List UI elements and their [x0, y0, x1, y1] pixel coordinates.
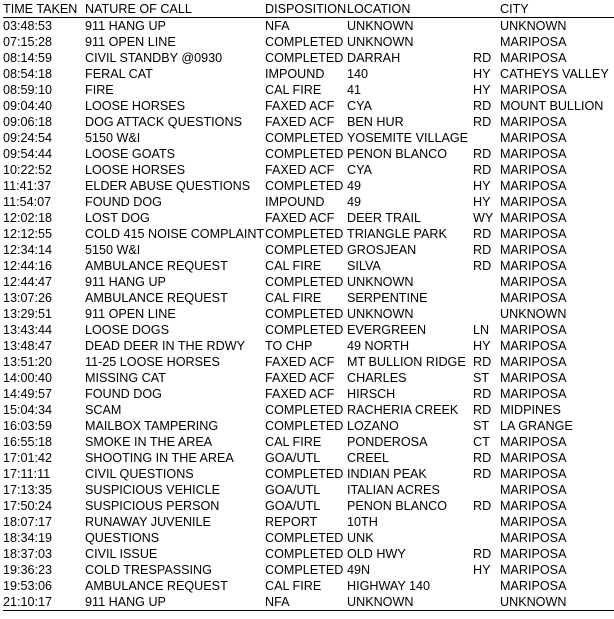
time-cell: 03:48:53 [3, 19, 53, 33]
table-row [3, 530, 614, 546]
nature-cell: FERAL CAT [85, 67, 153, 81]
disposition-cell: COMPLETED [265, 419, 344, 433]
location-cell: CYA [347, 163, 372, 177]
nature-cell: SUSPICIOUS VEHICLE [85, 483, 221, 497]
location-cell: 140 [347, 67, 369, 81]
table-row [3, 34, 614, 50]
city-cell: UNKNOWN [500, 19, 567, 33]
nature-cell: COLD 415 NOISE COMPLAINT [85, 227, 265, 241]
street-suffix-cell: HY [473, 195, 491, 209]
street-suffix-cell: RD [473, 451, 492, 465]
table-row [3, 402, 614, 418]
table-body [3, 18, 614, 611]
table-row [3, 418, 614, 434]
location-cell: UNKNOWN [347, 19, 414, 33]
nature-cell: SHOOTING IN THE AREA [85, 451, 234, 465]
nature-cell: CIVIL STANDBY @0930 [85, 51, 223, 65]
city-cell: MARIPOSA [500, 51, 567, 65]
street-suffix-cell: RD [473, 147, 492, 161]
city-cell: MARIPOSA [500, 467, 567, 481]
street-suffix-cell: RD [473, 547, 492, 561]
time-cell: 13:51:20 [3, 355, 53, 369]
nature-cell: MISSING CAT [85, 371, 166, 385]
nature-cell: CIVIL ISSUE [85, 547, 158, 561]
street-suffix-cell: RD [473, 499, 492, 513]
disposition-cell: COMPLETED [265, 467, 344, 481]
time-cell: 16:03:59 [3, 419, 53, 433]
city-cell: MARIPOSA [500, 531, 567, 545]
time-cell: 09:54:44 [3, 147, 53, 161]
street-suffix-cell: RD [473, 387, 492, 401]
table-row [3, 514, 614, 530]
location-cell: SERPENTINE [347, 291, 428, 305]
time-cell: 11:54:07 [3, 195, 52, 209]
street-suffix-cell: RD [473, 259, 492, 273]
nature-cell: AMBULANCE REQUEST [85, 259, 228, 273]
location-cell: PONDEROSA [347, 435, 428, 449]
table-row [3, 146, 614, 162]
time-cell: 12:34:14 [3, 243, 53, 257]
street-suffix-cell: HY [473, 339, 491, 353]
table-row [3, 130, 614, 146]
disposition-cell: IMPOUND [265, 67, 325, 81]
street-suffix-cell: RD [473, 227, 492, 241]
time-cell: 09:04:40 [3, 99, 53, 113]
city-cell: MARIPOSA [500, 195, 567, 209]
disposition-cell: FAXED ACF [265, 355, 335, 369]
table-row [3, 242, 614, 258]
location-cell: GROSJEAN [347, 243, 417, 257]
city-cell: MARIPOSA [500, 131, 567, 145]
street-suffix-cell: HY [473, 83, 491, 97]
nature-cell: SUSPICIOUS PERSON [85, 499, 220, 513]
table-row [3, 354, 614, 370]
city-cell: LA GRANGE [500, 419, 573, 433]
location-cell: UNKNOWN [347, 595, 414, 609]
disposition-cell: COMPLETED [265, 51, 344, 65]
disposition-cell: TO CHP [265, 339, 313, 353]
disposition-cell: COMPLETED [265, 563, 344, 577]
location-cell: CHARLES [347, 371, 407, 385]
location-cell: UNKNOWN [347, 275, 414, 289]
time-cell: 13:48:47 [3, 339, 53, 353]
nature-cell: 5150 W&I [85, 131, 141, 145]
location-cell: RACHERIA CREEK [347, 403, 459, 417]
nature-cell: 911 HANG UP [85, 595, 166, 609]
city-cell: MARIPOSA [500, 499, 567, 513]
table-row [3, 578, 614, 594]
city-cell: MARIPOSA [500, 147, 567, 161]
table-row [3, 258, 614, 274]
location-cell: OLD HWY [347, 547, 406, 561]
time-cell: 12:12:55 [3, 227, 53, 241]
time-cell: 09:24:54 [3, 131, 53, 145]
time-cell: 11:41:37 [3, 179, 52, 193]
street-suffix-cell: RD [473, 99, 492, 113]
location-cell: DARRAH [347, 51, 401, 65]
table-row [3, 386, 614, 402]
table-row [3, 338, 614, 354]
nature-cell: MAILBOX TAMPERING [85, 419, 219, 433]
street-suffix-cell: RD [473, 163, 492, 177]
table-row [3, 194, 614, 210]
disposition-cell: COMPLETED [265, 227, 344, 241]
city-cell: MARIPOSA [500, 163, 567, 177]
disposition-cell: FAXED ACF [265, 99, 335, 113]
disposition-cell: GOA/UTL [265, 499, 321, 513]
table-row [3, 594, 614, 611]
city-cell: MARIPOSA [500, 579, 567, 593]
location-cell: SILVA [347, 259, 381, 273]
time-cell: 18:07:17 [3, 515, 53, 529]
street-suffix-cell: ST [473, 371, 490, 385]
location-cell: 49 [347, 179, 362, 193]
city-cell: UNKNOWN [500, 307, 567, 321]
table-row [3, 466, 614, 482]
location-cell: 10TH [347, 515, 378, 529]
time-cell: 12:44:16 [3, 259, 53, 273]
nature-cell: FIRE [85, 83, 114, 97]
time-cell: 14:00:40 [3, 371, 53, 385]
city-cell: MOUNT BULLION [500, 99, 604, 113]
nature-cell: RUNAWAY JUVENILE [85, 515, 211, 529]
nature-cell: AMBULANCE REQUEST [85, 291, 228, 305]
nature-cell: ELDER ABUSE QUESTIONS [85, 179, 251, 193]
city-cell: MARIPOSA [500, 227, 567, 241]
disposition-cell: FAXED ACF [265, 163, 335, 177]
time-header: TIME TAKEN [3, 2, 78, 16]
time-cell: 10:22:52 [3, 163, 53, 177]
nature-cell: LOOSE HORSES [85, 163, 186, 177]
city-cell: MARIPOSA [500, 179, 567, 193]
nature-cell: SCAM [85, 403, 122, 417]
nature-cell: LOOSE DOGS [85, 323, 169, 337]
nature-cell: 11-25 LOOSE HORSES [85, 355, 220, 369]
city-cell: MARIPOSA [500, 211, 567, 225]
table-row [3, 562, 614, 578]
table-row [3, 290, 614, 306]
time-cell: 16:55:18 [3, 435, 53, 449]
location-cell: MT BULLION RIDGE [347, 355, 466, 369]
disposition-cell: CAL FIRE [265, 83, 322, 97]
location-cell: PENON BLANCO [347, 147, 448, 161]
time-cell: 17:11:11 [3, 467, 51, 481]
nature-header: NATURE OF CALL [85, 2, 192, 16]
table-row [3, 210, 614, 226]
street-suffix-cell: WY [473, 211, 494, 225]
street-suffix-cell: RD [473, 115, 492, 129]
table-row [3, 18, 614, 34]
location-header: LOCATION [347, 2, 411, 16]
city-cell: MARIPOSA [500, 35, 567, 49]
nature-cell: LOOSE GOATS [85, 147, 176, 161]
table-row [3, 370, 614, 386]
table-row [3, 306, 614, 322]
disposition-cell: COMPLETED [265, 131, 344, 145]
table-row [3, 322, 614, 338]
nature-cell: LOOSE HORSES [85, 99, 186, 113]
location-cell: BEN HUR [347, 115, 404, 129]
city-cell: MARIPOSA [500, 83, 567, 97]
nature-cell: DOG ATTACK QUESTIONS [85, 115, 242, 129]
table-row [3, 50, 614, 66]
location-cell: HIGHWAY 140 [347, 579, 431, 593]
time-cell: 08:59:10 [3, 83, 53, 97]
city-cell: MARIPOSA [500, 435, 567, 449]
location-cell: DEER TRAIL [347, 211, 421, 225]
table-row [3, 274, 614, 290]
street-suffix-cell: HY [473, 67, 491, 81]
table-row [3, 162, 614, 178]
city-header: CITY [500, 2, 529, 16]
disposition-cell: NFA [265, 19, 290, 33]
table-row [3, 498, 614, 514]
location-cell: UNK [347, 531, 374, 545]
header-row [3, 1, 614, 18]
disposition-cell: CAL FIRE [265, 259, 322, 273]
location-cell: TRIANGLE PARK [347, 227, 447, 241]
disposition-cell: COMPLETED [265, 307, 344, 321]
disposition-cell: CAL FIRE [265, 435, 322, 449]
city-cell: MARIPOSA [500, 323, 567, 337]
street-suffix-cell: RD [473, 403, 492, 417]
location-cell: INDIAN PEAK [347, 467, 427, 481]
table-row [3, 434, 614, 450]
street-suffix-cell: RD [473, 467, 492, 481]
disposition-cell: FAXED ACF [265, 211, 335, 225]
location-cell: 49 [347, 195, 362, 209]
location-cell: 49N [347, 563, 371, 577]
table-row [3, 546, 614, 562]
table-row [3, 482, 614, 498]
location-cell: EVERGREEN [347, 323, 427, 337]
time-cell: 13:07:26 [3, 291, 53, 305]
table-row [3, 114, 614, 130]
nature-cell: COLD TRESPASSING [85, 563, 212, 577]
time-cell: 12:02:18 [3, 211, 53, 225]
disposition-cell: COMPLETED [265, 179, 344, 193]
street-suffix-cell: ST [473, 419, 490, 433]
time-cell: 17:50:24 [3, 499, 53, 513]
call-log-table [3, 1, 614, 611]
nature-cell: 911 OPEN LINE [85, 35, 176, 49]
disposition-cell: GOA/UTL [265, 451, 321, 465]
city-cell: MARIPOSA [500, 483, 567, 497]
city-cell: MARIPOSA [500, 563, 567, 577]
nature-cell: FOUND DOG [85, 387, 162, 401]
city-cell: MARIPOSA [500, 515, 567, 529]
time-cell: 14:49:57 [3, 387, 53, 401]
table-row [3, 66, 614, 82]
street-suffix-cell: LN [473, 323, 490, 337]
time-cell: 19:53:06 [3, 579, 53, 593]
time-cell: 18:34:19 [3, 531, 53, 545]
nature-cell: SMOKE IN THE AREA [85, 435, 213, 449]
table-row [3, 226, 614, 242]
time-cell: 15:04:34 [3, 403, 53, 417]
city-cell: MARIPOSA [500, 451, 567, 465]
table-row [3, 82, 614, 98]
street-suffix-cell: HY [473, 563, 491, 577]
disposition-cell: FAXED ACF [265, 387, 335, 401]
city-cell: MARIPOSA [500, 115, 567, 129]
city-cell: MARIPOSA [500, 355, 567, 369]
time-cell: 07:15:28 [3, 35, 53, 49]
street-suffix-cell: HY [473, 179, 491, 193]
city-cell: MARIPOSA [500, 339, 567, 353]
table-row [3, 98, 614, 114]
disposition-header: DISPOSITION [265, 2, 347, 16]
nature-cell: 911 OPEN LINE [85, 307, 176, 321]
disposition-cell: GOA/UTL [265, 483, 321, 497]
location-cell: HIRSCH [347, 387, 396, 401]
time-cell: 13:29:51 [3, 307, 53, 321]
nature-cell: DEAD DEER IN THE RDWY [85, 339, 246, 353]
disposition-cell: NFA [265, 595, 290, 609]
disposition-cell: COMPLETED [265, 323, 344, 337]
time-cell: 19:36:23 [3, 563, 53, 577]
time-cell: 17:01:42 [3, 451, 53, 465]
disposition-cell: IMPOUND [265, 195, 325, 209]
street-suffix-cell: RD [473, 355, 492, 369]
location-cell: ITALIAN ACRES [347, 483, 440, 497]
disposition-cell: CAL FIRE [265, 579, 322, 593]
location-cell: 49 NORTH [347, 339, 410, 353]
city-cell: MIDPINES [500, 403, 561, 417]
city-cell: MARIPOSA [500, 275, 567, 289]
city-cell: CATHEYS VALLEY [500, 67, 609, 81]
location-cell: 41 [347, 83, 362, 97]
time-cell: 21:10:17 [3, 595, 53, 609]
nature-cell: CIVIL QUESTIONS [85, 467, 194, 481]
nature-cell: AMBULANCE REQUEST [85, 579, 228, 593]
location-cell: LOZANO [347, 419, 399, 433]
time-cell: 13:43:44 [3, 323, 53, 337]
disposition-cell: COMPLETED [265, 35, 344, 49]
nature-cell: FOUND DOG [85, 195, 162, 209]
nature-cell: LOST DOG [85, 211, 150, 225]
disposition-cell: CAL FIRE [265, 291, 322, 305]
disposition-cell: COMPLETED [265, 147, 344, 161]
location-cell: PENON BLANCO [347, 499, 448, 513]
location-cell: UNKNOWN [347, 307, 414, 321]
disposition-cell: COMPLETED [265, 243, 344, 257]
disposition-cell: FAXED ACF [265, 115, 335, 129]
time-cell: 18:37:03 [3, 547, 53, 561]
disposition-cell: FAXED ACF [265, 371, 335, 385]
disposition-cell: REPORT [265, 515, 318, 529]
time-cell: 08:14:59 [3, 51, 53, 65]
nature-cell: 911 HANG UP [85, 19, 166, 33]
time-cell: 08:54:18 [3, 67, 53, 81]
city-cell: UNKNOWN [500, 595, 567, 609]
table-row [3, 178, 614, 194]
city-cell: MARIPOSA [500, 259, 567, 273]
city-cell: MARIPOSA [500, 243, 567, 257]
nature-cell: 5150 W&I [85, 243, 141, 257]
city-cell: MARIPOSA [500, 547, 567, 561]
table-row [3, 450, 614, 466]
disposition-cell: COMPLETED [265, 403, 344, 417]
location-cell: YOSEMITE VILLAGE [347, 131, 469, 145]
nature-cell: 911 HANG UP [85, 275, 166, 289]
location-cell: CREEL [347, 451, 389, 465]
location-cell: CYA [347, 99, 372, 113]
nature-cell: QUESTIONS [85, 531, 160, 545]
disposition-cell: COMPLETED [265, 531, 344, 545]
city-cell: MARIPOSA [500, 387, 567, 401]
time-cell: 09:06:18 [3, 115, 53, 129]
city-cell: MARIPOSA [500, 371, 567, 385]
time-cell: 12:44:47 [3, 275, 53, 289]
time-cell: 17:13:35 [3, 483, 53, 497]
location-cell: UNKNOWN [347, 35, 414, 49]
city-cell: MARIPOSA [500, 291, 567, 305]
disposition-cell: COMPLETED [265, 275, 344, 289]
disposition-cell: COMPLETED [265, 547, 344, 561]
street-suffix-cell: CT [473, 435, 490, 449]
street-suffix-cell: RD [473, 243, 492, 257]
street-suffix-cell: RD [473, 51, 492, 65]
